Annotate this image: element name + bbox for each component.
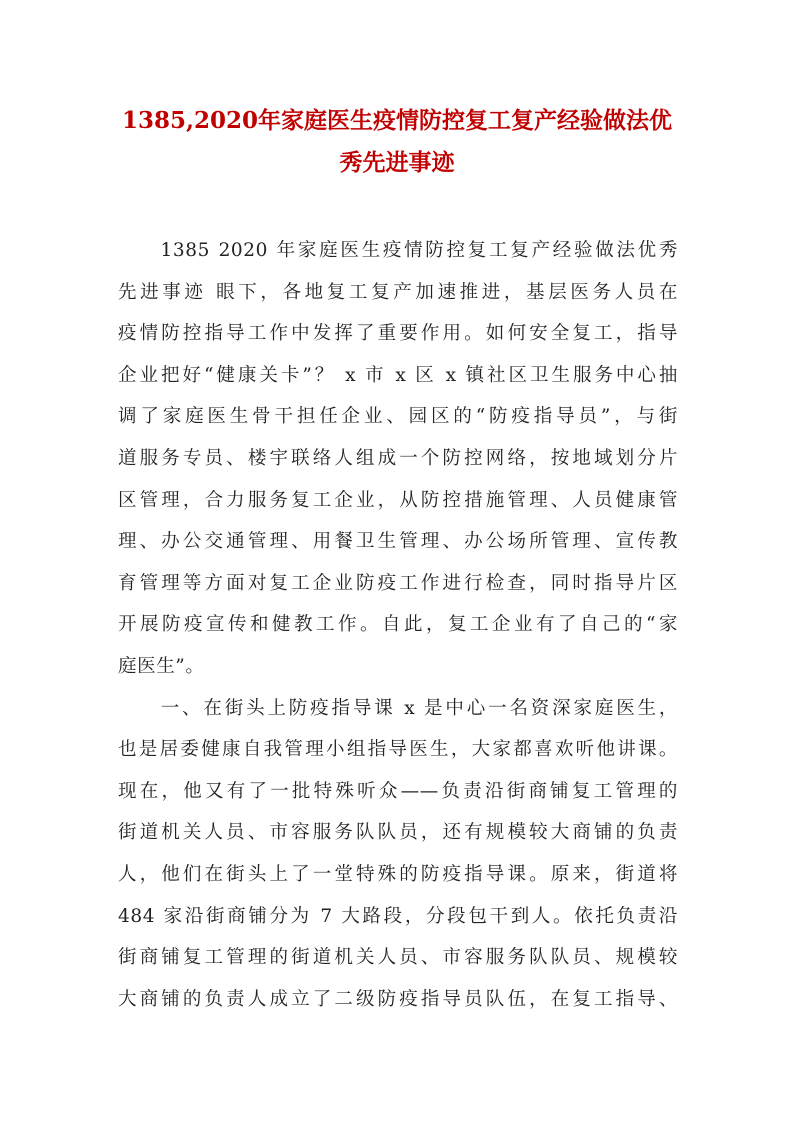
body-line: 街道机关人员、市容服务队队员，还有规模较大商铺的负责 <box>118 822 678 844</box>
body-line: 开展防疫宣传和健教工作。自此，复工企业有了自己的“家 <box>118 614 678 636</box>
body-line: 街商铺复工管理的街道机关人员、市容服务队队员、规模较 <box>118 947 678 969</box>
body-line: 现在，他又有了一批特殊听众——负责沿街商铺复工管理的 <box>118 780 678 802</box>
body-line: 疫情防控指导工作中发挥了重要作用。如何安全复工，指导 <box>118 323 678 345</box>
body-line: 育管理等方面对复工企业防疫工作进行检查，同时指导片区 <box>118 572 678 594</box>
body-line: 理、办公交通管理、用餐卫生管理、办公场所管理、宣传教 <box>118 531 678 553</box>
body-line: 先进事迹 眼下，各地复工复产加速推进，基层医务人员在 <box>118 281 678 303</box>
body-line: 道服务专员、楼宇联络人组成一个防控网络，按地域划分片 <box>118 447 678 469</box>
body-line: 1385 2020 年家庭医生疫情防控复工复产经验做法优秀 <box>118 240 678 261</box>
body-line: 庭医生”。 <box>118 655 205 677</box>
document-title-line-2: 秀先进事迹 <box>339 149 455 176</box>
document-title-line-1: 1385,2020年家庭医生疫情防控复工复产经验做法优 <box>121 107 673 134</box>
body-line: 一、在街头上防疫指导课 x 是中心一名资深家庭医生， <box>118 697 678 719</box>
body-line: 调了家庭医生骨干担任企业、园区的“防疫指导员”，与街 <box>118 406 678 428</box>
body-line: 人，他们在街头上了一堂特殊的防疫指导课。原来，街道将 <box>118 863 678 885</box>
body-line: 企业把好“健康关卡”？ x 市 x 区 x 镇社区卫生服务中心抽 <box>118 364 678 386</box>
document-body <box>118 230 678 1020</box>
body-line: 也是居委健康自我管理小组指导医生，大家都喜欢听他讲课。 <box>118 739 678 761</box>
body-line: 大商铺的负责人成立了二级防疫指导员队伍，在复工指导、 <box>118 988 678 1010</box>
body-line: 484 家沿街商铺分为 7 大路段，分段包干到人。依托负责沿 <box>118 905 678 927</box>
body-line: 区管理，合力服务复工企业，从防控措施管理、人员健康管 <box>118 489 678 511</box>
